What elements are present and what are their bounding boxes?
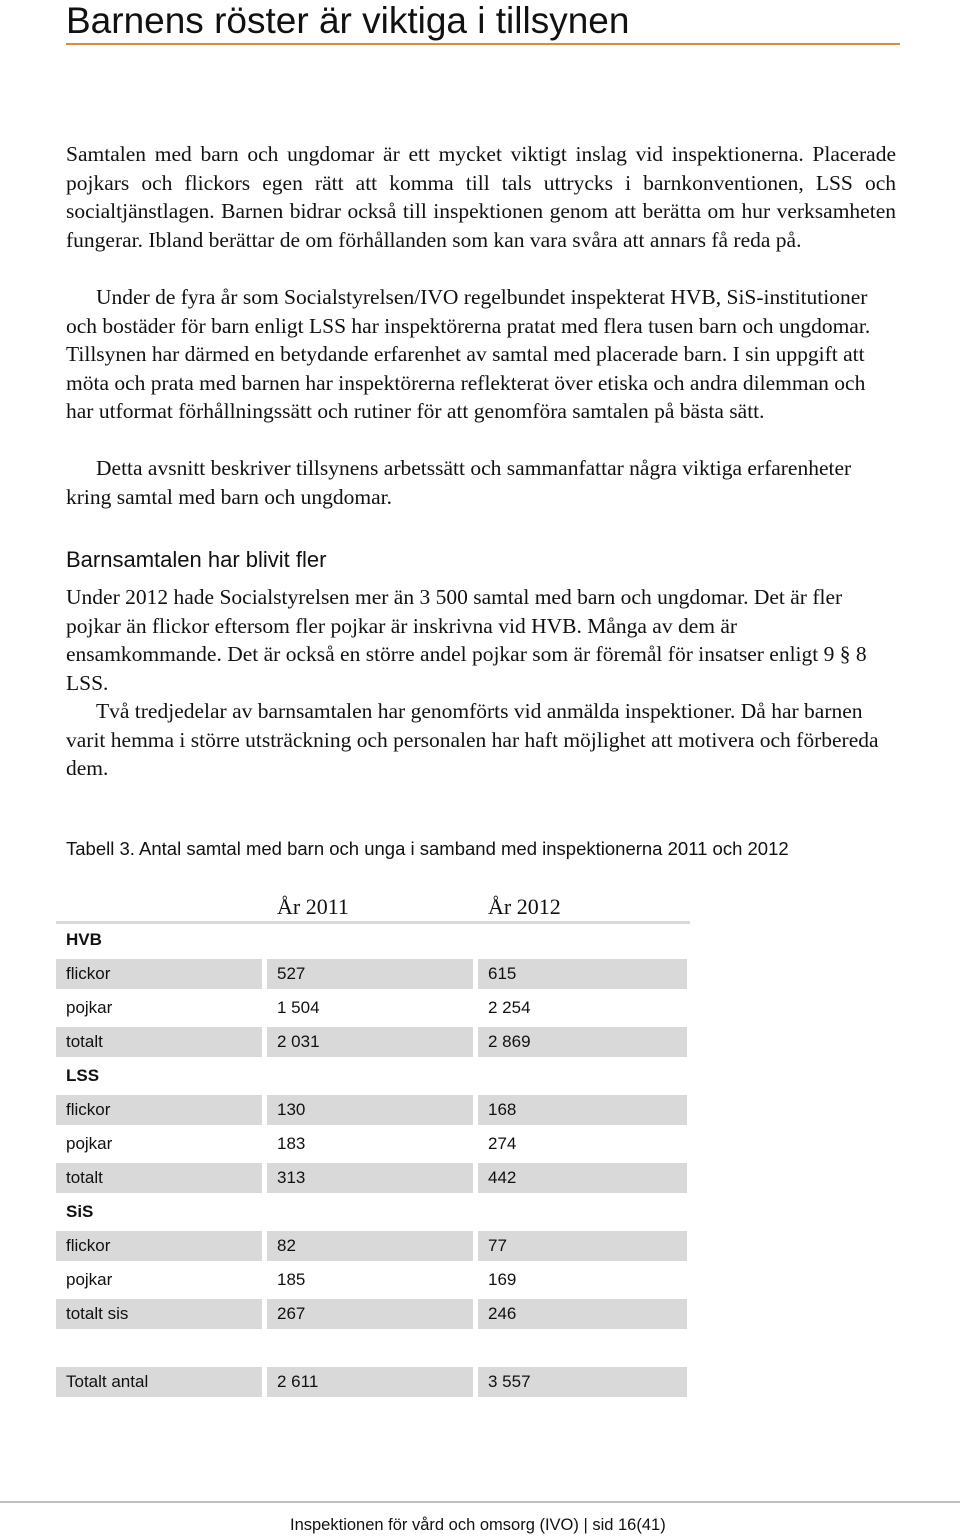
cell-2011: 2 031 <box>267 1027 473 1057</box>
intro-paragraph-3: Detta avsnitt beskriver tillsynens arbetssätt och sammanfattar några viktiga erfarenheter kring samtal med barn och ungdomar. <box>66 456 852 509</box>
cell-2011: 1 504 <box>277 998 320 1017</box>
title-divider <box>66 43 900 45</box>
footer-divider <box>0 1501 960 1503</box>
cell-2011: 130 <box>267 1095 473 1125</box>
cell-2012: 615 <box>478 959 687 989</box>
table-header-divider <box>56 921 690 924</box>
total-2011: 2 611 <box>267 1367 473 1397</box>
cell-2011: 185 <box>277 1270 306 1289</box>
group-label-lss: LSS <box>66 1066 100 1085</box>
cell-2012: 2 869 <box>478 1027 687 1057</box>
group-label-sis: SiS <box>66 1202 94 1221</box>
row-label: flickor <box>56 1095 262 1125</box>
total-2012: 3 557 <box>478 1367 687 1397</box>
page-footer: Inspektionen för vård och omsorg (IVO) | sid 16(41) <box>290 1516 666 1534</box>
cell-2011: 267 <box>267 1299 473 1329</box>
section-paragraph-2: Två tredjedelar av barnsamtalen har genomförts vid anmälda inspektioner. Då har barnen varit hemma i större utsträckning och personalen har haft möjlighet att motivera och förbereda dem. <box>66 699 879 780</box>
intro-paragraph-2: Under de fyra år som Socialstyrelsen/IVO regelbundet inspekterat HVB, SiS-institutioner och bostäder för barn enligt LSS har inspektörerna pratat med flera tusen barn och ungdomar. Tillsynen har därmed en betydande erfarenhet av samtal med placerade barn. I sin uppgift att möta och prata med barnen har inspektörerna reflekterat över etiska och andra dilemman och har utformat förhållningssätt och rutiner för att genomföra samtalen på bästa sätt. <box>66 285 871 423</box>
cell-2011: 82 <box>267 1231 473 1261</box>
cell-2012: 168 <box>478 1095 687 1125</box>
section-paragraph-1: Under 2012 hade Socialstyrelsen mer än 3 500 samtal med barn och ungdomar. Det är fler pojkar än flickor eftersom fler pojkar är inskrivna vid HVB. Många av dem är ensamkommande. Det är också en större andel pojkar som är föremål för insatser enligt 9 § 8 LSS. <box>66 585 867 695</box>
cell-2012: 77 <box>478 1231 687 1261</box>
cell-2012: 274 <box>488 1134 517 1153</box>
table-caption: Tabell 3. Antal samtal med barn och unga i samband med inspektionerna 2011 och 2012 <box>66 838 789 859</box>
page-title: Barnens röster är viktiga i tillsynen <box>66 0 630 41</box>
total-label: Totalt antal <box>56 1367 262 1397</box>
column-header-2012: År 2012 <box>488 894 561 919</box>
row-label: pojkar <box>66 1270 113 1289</box>
cell-2012: 246 <box>478 1299 687 1329</box>
row-label: pojkar <box>66 998 113 1017</box>
cell-2012: 2 254 <box>488 998 531 1017</box>
cell-2012: 169 <box>488 1270 517 1289</box>
intro-paragraph-1: Samtalen med barn och ungdomar är ett mycket viktigt inslag vid inspektionerna. Placerade pojkars och flickors egen rätt att komma till tals uttrycks i barnkonventionen, LSS och socialtjänstlagen. Barnen bidrar också till inspektionen genom att berätta om hur verksamheten fungerar. Ibland berättar de om förhållanden som kan vara svåra att annars få reda på. <box>66 142 896 252</box>
cell-2011: 527 <box>267 959 473 989</box>
row-label: totalt sis <box>56 1299 262 1329</box>
row-label: flickor <box>56 959 262 989</box>
row-label: pojkar <box>66 1134 113 1153</box>
section-heading: Barnsamtalen har blivit fler <box>66 547 327 572</box>
column-header-2011: År 2011 <box>277 894 349 919</box>
group-label-hvb: HVB <box>66 930 102 949</box>
row-label: flickor <box>56 1231 262 1261</box>
cell-2011: 313 <box>267 1163 473 1193</box>
cell-2011: 183 <box>277 1134 306 1153</box>
cell-2012: 442 <box>478 1163 687 1193</box>
row-label: totalt <box>56 1027 262 1057</box>
row-label: totalt <box>56 1163 262 1193</box>
